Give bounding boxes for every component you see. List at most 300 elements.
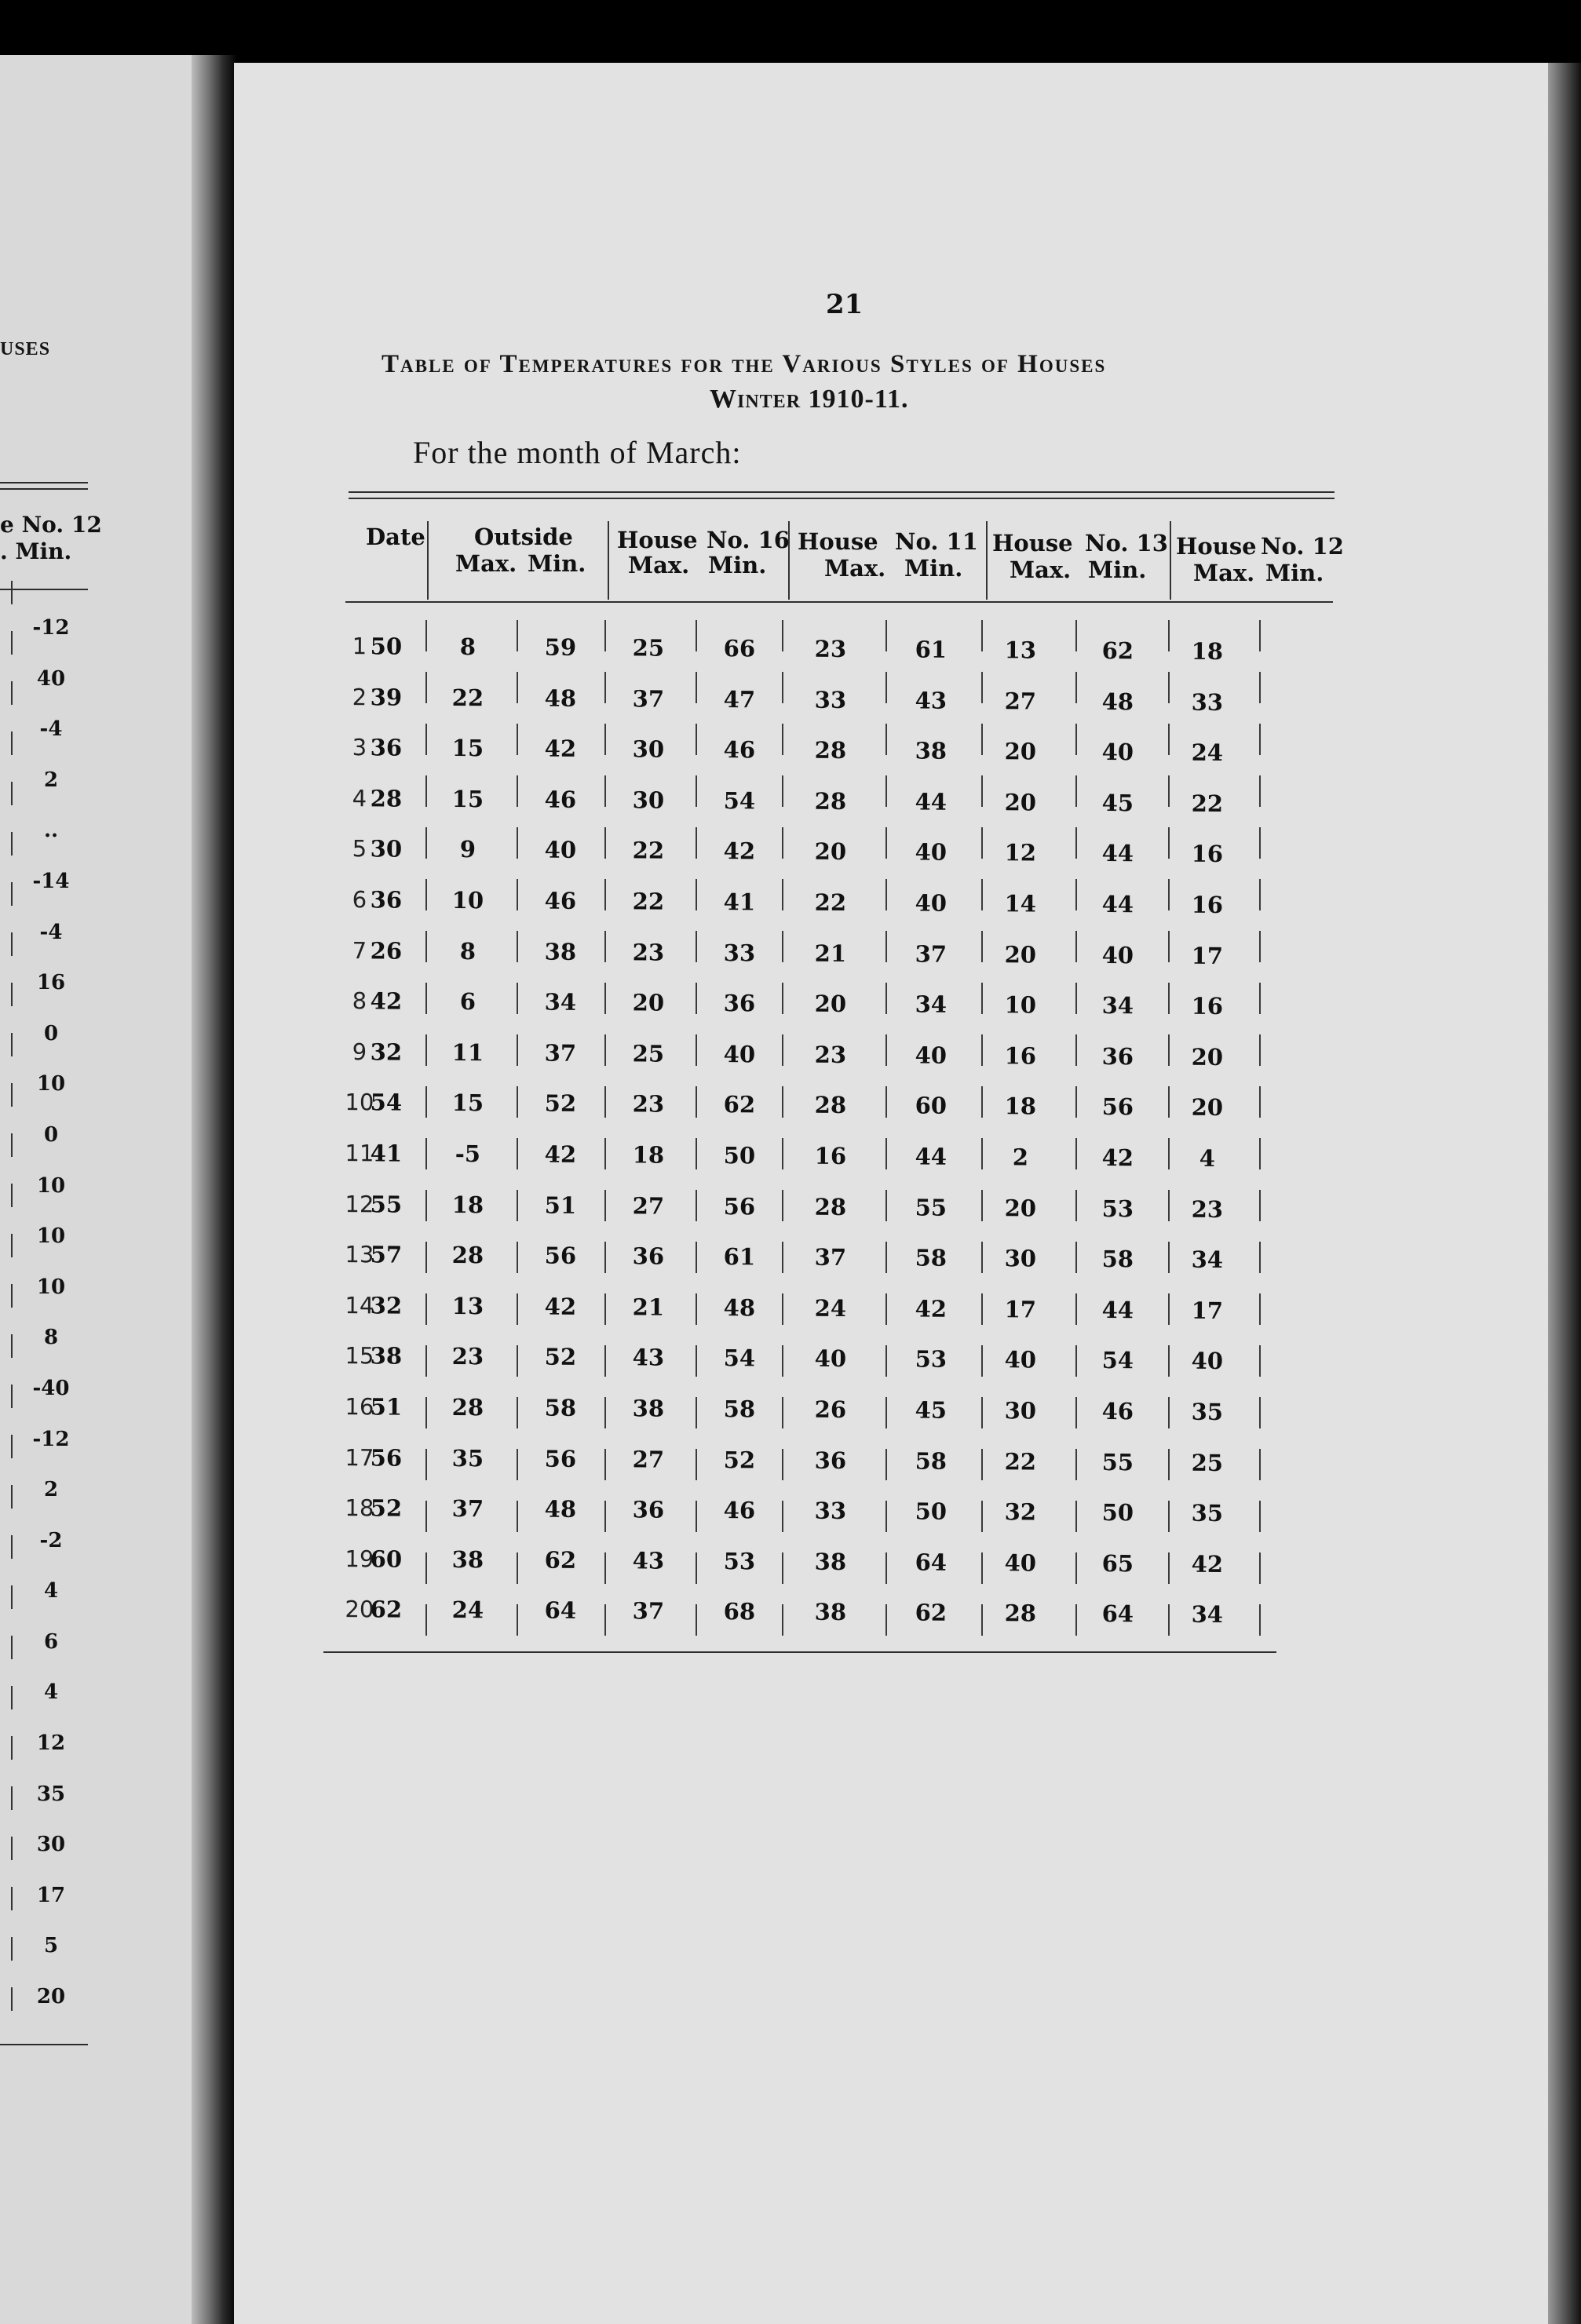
temperature-cell: 18 — [451, 1191, 484, 1218]
temperature-cell: 36 — [370, 734, 403, 761]
temperature-cell: 16 — [1191, 891, 1224, 918]
temperature-cell: 62 — [370, 1596, 403, 1623]
date-cell: 9 — [352, 1038, 367, 1066]
date-cell: 14 — [345, 1291, 374, 1319]
temperature-cell: 62 — [723, 1091, 756, 1118]
table-row — [330, 886, 1350, 943]
previous-page-cell: 5 — [43, 1934, 59, 1958]
temperature-cell: 38 — [451, 1545, 484, 1573]
temperature-cell: 46 — [723, 1497, 756, 1524]
temperature-cell: 18 — [1004, 1093, 1037, 1120]
page-number: 21 — [826, 289, 864, 320]
temperature-cell: 64 — [544, 1597, 577, 1625]
previous-page-column — [16, 616, 86, 2036]
temperature-cell: 16 — [1004, 1042, 1037, 1070]
table-row — [330, 1444, 1350, 1501]
temperature-cell: 15 — [451, 735, 484, 762]
temperature-cell: 33 — [1191, 688, 1224, 716]
previous-page-cell: 30 — [36, 1833, 66, 1857]
temperature-cell: 38 — [814, 1548, 847, 1575]
header-house11-house: House — [798, 528, 878, 555]
temperature-cell: 16 — [1191, 992, 1224, 1020]
header-house16-number: No. 16 — [707, 527, 790, 553]
table-row — [330, 1038, 1350, 1095]
temperature-cell: 10 — [1004, 991, 1037, 1019]
previous-page-rule — [0, 482, 88, 483]
table-row — [330, 1241, 1350, 1297]
date-cell: 16 — [345, 1393, 374, 1421]
temperature-cell: 58 — [915, 1447, 948, 1475]
temperature-cell: 18 — [632, 1141, 665, 1169]
temperature-cell: 22 — [632, 888, 665, 915]
temperature-cell: 46 — [1101, 1398, 1134, 1425]
temperature-cell: 21 — [632, 1293, 665, 1321]
previous-page-cell: 0 — [43, 1021, 59, 1045]
page-edge-shadow — [1548, 63, 1581, 2324]
temperature-cell: 45 — [1101, 789, 1134, 817]
date-cell: 5 — [352, 835, 367, 863]
temperature-cell: 25 — [632, 634, 665, 662]
temperature-cell: 41 — [370, 1140, 403, 1167]
table-row — [330, 1191, 1350, 1247]
temperature-cell: 45 — [915, 1396, 948, 1424]
temperature-cell: 40 — [915, 838, 948, 866]
temperature-cell: 44 — [1101, 891, 1134, 918]
temperature-cell: 25 — [1191, 1449, 1224, 1476]
temperature-cell: 40 — [915, 1042, 948, 1069]
temperature-cell: 34 — [544, 988, 577, 1016]
previous-page-rule — [0, 2044, 88, 2045]
temperature-cell: 33 — [814, 686, 847, 713]
previous-page-rule — [0, 488, 88, 490]
temperature-cell: 44 — [915, 1143, 948, 1170]
table-row — [330, 1545, 1350, 1602]
temperature-cell: 40 — [1191, 1348, 1224, 1375]
table-row — [330, 785, 1350, 841]
temperature-cell: 30 — [1004, 1397, 1037, 1425]
temperature-cell: 37 — [544, 1039, 577, 1067]
temperature-cell: 46 — [723, 736, 756, 764]
previous-page-cell: .. — [43, 819, 59, 843]
header-house12-max: Max. — [1193, 560, 1255, 586]
temperature-cell: 42 — [915, 1295, 948, 1323]
temperature-cell: 34 — [1101, 992, 1134, 1020]
temperature-cell: 23 — [814, 635, 847, 663]
temperature-cell: 13 — [451, 1292, 484, 1319]
temperature-cell: 47 — [723, 685, 756, 713]
temperature-cell: 40 — [723, 1040, 756, 1068]
temperature-cell: 36 — [632, 1242, 665, 1270]
table-row — [330, 937, 1350, 994]
temperature-cell: 42 — [1101, 1144, 1134, 1172]
temperature-cell: 50 — [370, 633, 403, 660]
header-house13-number: No. 13 — [1085, 530, 1168, 556]
table-row — [330, 1596, 1350, 1652]
header-outside-max: Max. — [455, 550, 517, 577]
temperature-cell: 58 — [1101, 1246, 1134, 1273]
header-house16-min: Min. — [708, 552, 767, 578]
temperature-cell: 23 — [632, 1090, 665, 1118]
temperature-cell: 50 — [723, 1142, 756, 1169]
temperature-cell: 60 — [915, 1092, 948, 1120]
previous-page-column-line — [11, 581, 13, 2033]
header-outside-min: Min. — [528, 550, 586, 577]
temperature-cell: 57 — [370, 1241, 403, 1268]
date-cell: 7 — [352, 936, 367, 964]
temperature-cell: 17 — [1191, 942, 1224, 969]
month-caption: For the month of March: — [413, 435, 742, 470]
temperature-cell: 54 — [370, 1089, 403, 1116]
temperature-cell: 17 — [1191, 1297, 1224, 1324]
temperature-cell: 62 — [915, 1599, 948, 1627]
temperature-cell: -5 — [455, 1140, 481, 1168]
date-cell: 10 — [345, 1089, 374, 1116]
temperature-cell: 20 — [814, 990, 847, 1018]
temperature-cell: 61 — [915, 636, 948, 663]
previous-page-cell: 8 — [43, 1326, 59, 1350]
temperature-cell: 30 — [632, 735, 665, 763]
previous-page-cell: 10 — [36, 1224, 66, 1249]
header-separator — [608, 521, 609, 600]
temperature-cell: 16 — [814, 1142, 847, 1170]
temperature-cell: 46 — [544, 786, 577, 813]
temperature-cell: 42 — [1191, 1550, 1224, 1578]
previous-page-cell: 4 — [43, 1579, 59, 1603]
temperature-cell: 20 — [632, 989, 665, 1016]
temperature-cell: 22 — [814, 888, 847, 917]
temperature-cell: 20 — [1191, 1043, 1224, 1071]
temperature-cell: 54 — [723, 786, 756, 815]
date-cell: 2 — [352, 683, 367, 710]
temperature-cell: 40 — [1004, 1346, 1037, 1374]
temperature-cell: 23 — [1191, 1195, 1224, 1223]
header-house12-house: House — [1176, 533, 1257, 560]
temperature-cell: 28 — [370, 785, 403, 812]
temperature-cell: 15 — [451, 1089, 484, 1117]
previous-page-cell: 2 — [43, 1478, 59, 1502]
table-row — [330, 1494, 1350, 1551]
previous-page-title-fragment: USES — [0, 339, 51, 359]
temperature-cell: 36 — [1101, 1042, 1134, 1071]
temperature-cell: 35 — [451, 1444, 484, 1472]
temperature-cell: 26 — [814, 1395, 847, 1424]
temperature-cell: 28 — [814, 736, 847, 764]
temperature-cell: 66 — [723, 635, 756, 662]
temperature-cell: 27 — [632, 1445, 665, 1473]
previous-page-cell: 0 — [43, 1122, 59, 1147]
temperature-cell: 16 — [1191, 841, 1224, 868]
temperature-cell: 6 — [459, 988, 476, 1016]
temperature-cell: 30 — [1004, 1245, 1037, 1272]
temperature-cell: 58 — [915, 1244, 948, 1271]
previous-page-cell: -4 — [39, 920, 63, 944]
previous-page-cell: 17 — [36, 1883, 66, 1907]
temperature-cell: 54 — [1101, 1347, 1134, 1374]
temperature-cell: 12 — [1004, 839, 1037, 866]
temperature-cell: 28 — [451, 1393, 484, 1421]
temperature-cell: 58 — [723, 1395, 756, 1423]
previous-page-rule — [0, 589, 88, 590]
temperature-cell: 59 — [544, 633, 577, 661]
header-house11-min: Min. — [904, 555, 963, 582]
table-top-rule — [349, 491, 1335, 493]
header-house12-number: No. 12 — [1261, 533, 1344, 560]
previous-page-cell: -2 — [39, 1528, 63, 1552]
temperature-cell: 51 — [370, 1393, 403, 1421]
previous-page-cell: 40 — [36, 666, 66, 691]
header-house16-max: Max. — [628, 552, 690, 578]
temperature-cell: 58 — [544, 1394, 577, 1421]
temperature-cell: 46 — [544, 887, 577, 914]
previous-page-cell: -4 — [39, 717, 63, 742]
temperature-cell: 55 — [370, 1190, 403, 1218]
temperature-cell: 42 — [544, 735, 577, 763]
temperature-cell: 27 — [632, 1191, 665, 1220]
previous-page-cell: 2 — [43, 768, 59, 792]
table-row — [330, 633, 1350, 689]
temperature-cell: 38 — [632, 1395, 665, 1422]
temperature-cell: 44 — [915, 788, 948, 815]
temperature-cell: 40 — [544, 837, 577, 864]
table-subtitle-year: Winter 1910-11. — [710, 385, 909, 414]
temperature-cell: 26 — [370, 936, 403, 965]
temperature-cell: 33 — [723, 939, 756, 966]
header-house13-max: Max. — [1010, 556, 1072, 583]
header-house11-number: No. 11 — [895, 528, 978, 555]
temperature-cell: 56 — [544, 1242, 577, 1270]
temperature-cell: 62 — [1101, 637, 1134, 665]
header-separator — [427, 521, 429, 600]
header-house12-min: Min. — [1265, 560, 1324, 586]
temperature-cell: 64 — [1101, 1600, 1134, 1628]
temperature-cell: 17 — [1004, 1296, 1037, 1323]
date-cell: 1 — [352, 633, 367, 660]
temperature-cell: 24 — [1191, 739, 1224, 767]
previous-page-cell: 10 — [36, 1173, 66, 1198]
temperature-cell: 37 — [915, 940, 948, 968]
temperature-cell: 55 — [915, 1194, 948, 1221]
temperature-cell: 40 — [1101, 739, 1134, 766]
date-cell: 13 — [345, 1241, 374, 1268]
temperature-cell: 42 — [544, 1140, 577, 1168]
temperature-cell: 41 — [723, 888, 756, 916]
temperature-cell: 52 — [544, 1344, 577, 1371]
temperature-cell: 18 — [1191, 637, 1224, 665]
previous-page-cell: 20 — [36, 1985, 66, 2009]
date-cell: 20 — [345, 1596, 374, 1623]
temperature-cell: 28 — [1004, 1600, 1037, 1627]
header-house13-min: Min. — [1088, 556, 1147, 583]
temperature-cell: 34 — [915, 991, 948, 1018]
header-house11-max: Max. — [824, 555, 886, 582]
previous-page-cell: 10 — [36, 1275, 66, 1299]
temperature-cell: 20 — [814, 838, 847, 866]
temperature-cell: 20 — [1191, 1094, 1224, 1122]
temperature-cell: 25 — [632, 1040, 665, 1067]
temperature-cell: 42 — [723, 837, 756, 865]
previous-page-cell: -12 — [32, 616, 70, 640]
temperature-cell: 52 — [723, 1446, 756, 1473]
temperature-cell: 8 — [459, 633, 476, 661]
temperature-cell: 22 — [1191, 790, 1224, 817]
temperature-cell: 32 — [370, 1292, 403, 1319]
previous-page-cell: 16 — [36, 971, 66, 995]
temperature-cell: 50 — [1101, 1499, 1134, 1527]
previous-page-cell: -12 — [32, 1427, 70, 1451]
temperature-cell: 38 — [814, 1599, 847, 1626]
date-cell: 17 — [345, 1443, 374, 1471]
header-date: Date — [366, 524, 425, 550]
temperature-cell: 20 — [1004, 789, 1037, 816]
temperature-cell: 34 — [1191, 1601, 1224, 1629]
temperature-cell: 28 — [814, 787, 847, 815]
date-cell: 6 — [352, 886, 367, 914]
temperature-cell: 15 — [451, 785, 484, 812]
table-row — [330, 1393, 1350, 1450]
date-cell: 4 — [352, 784, 367, 812]
temperature-cell: 36 — [632, 1496, 665, 1523]
previous-page-cell: -40 — [32, 1376, 70, 1400]
temperature-cell: 48 — [544, 684, 577, 712]
date-cell: 12 — [345, 1190, 374, 1217]
temperature-cell: 42 — [370, 987, 403, 1015]
header-bottom-rule — [345, 601, 1333, 603]
table-row — [330, 987, 1350, 1044]
temperature-cell: 36 — [370, 886, 403, 914]
previous-page-header-bottom: . Min. — [0, 538, 72, 564]
temperature-cell: 8 — [459, 937, 476, 965]
temperature-cell: 56 — [370, 1443, 403, 1472]
temperature-cell: 56 — [723, 1192, 756, 1220]
temperature-cell: 48 — [723, 1293, 756, 1322]
temperature-cell: 37 — [814, 1243, 847, 1271]
temperature-cell: 60 — [370, 1545, 403, 1573]
header-outside: Outside — [474, 524, 573, 550]
table-row — [330, 684, 1350, 740]
table-row — [330, 1342, 1350, 1399]
temperature-cell: 53 — [723, 1547, 756, 1575]
temperature-cell: 2 — [1012, 1144, 1029, 1171]
header-house13-house: House — [992, 530, 1073, 556]
table-row — [330, 734, 1350, 790]
temperature-cell: 34 — [1191, 1246, 1224, 1274]
temperature-cell: 48 — [1101, 688, 1134, 715]
temperature-cell: 61 — [723, 1243, 756, 1271]
header-house16-house: House — [617, 527, 698, 553]
temperature-cell: 28 — [814, 1193, 847, 1220]
temperature-cell: 38 — [370, 1342, 403, 1370]
temperature-cell: 27 — [1004, 687, 1037, 715]
temperature-cell: 32 — [1004, 1498, 1037, 1526]
temperature-cell: 28 — [814, 1092, 847, 1119]
temperature-cell: 43 — [632, 1344, 665, 1371]
temperature-cell: 11 — [451, 1038, 484, 1066]
temperature-cell: 38 — [544, 938, 577, 965]
table-row — [330, 1292, 1350, 1348]
temperature-cell: 52 — [544, 1090, 577, 1118]
date-cell: 3 — [352, 734, 367, 761]
previous-page-cell: -14 — [32, 869, 70, 893]
temperature-cell: 14 — [1004, 890, 1037, 918]
temperature-cell: 35 — [1191, 1499, 1224, 1527]
temperature-cell: 22 — [632, 837, 665, 864]
temperature-cell: 30 — [370, 835, 403, 863]
temperature-cell: 32 — [370, 1038, 403, 1066]
temperature-cell: 37 — [451, 1495, 484, 1523]
temperature-cell: 43 — [915, 687, 948, 714]
previous-page-cell: 4 — [43, 1680, 59, 1705]
table-row — [330, 1140, 1350, 1196]
temperature-cell: 42 — [544, 1293, 577, 1320]
temperature-cell: 56 — [544, 1445, 577, 1472]
date-cell: 8 — [352, 987, 367, 1015]
temperature-cell: 51 — [544, 1191, 577, 1219]
temperature-cell: 52 — [370, 1494, 403, 1522]
table-top-rule — [349, 498, 1335, 499]
temperature-cell: 40 — [1004, 1549, 1037, 1577]
temperature-cell: 40 — [915, 889, 948, 917]
table-row — [330, 835, 1350, 892]
temperature-cell: 62 — [544, 1546, 577, 1574]
temperature-cell: 33 — [814, 1497, 847, 1525]
date-cell: 15 — [345, 1342, 374, 1370]
temperature-cell: 36 — [723, 990, 756, 1017]
temperature-cell: 30 — [632, 786, 665, 814]
temperature-cell: 64 — [915, 1549, 948, 1576]
previous-page-cell: 6 — [43, 1629, 59, 1654]
temperature-cell: 54 — [723, 1344, 756, 1372]
temperature-cell: 68 — [723, 1598, 756, 1625]
date-cell: 19 — [345, 1545, 374, 1573]
date-cell: 18 — [345, 1494, 374, 1522]
book-gutter-shadow — [192, 55, 237, 2324]
header-separator — [986, 521, 988, 600]
temperature-cell: 35 — [1191, 1398, 1224, 1425]
temperature-cell: 65 — [1101, 1549, 1134, 1578]
previous-page-cell: 10 — [36, 1072, 66, 1096]
temperature-cell: 38 — [915, 737, 948, 764]
temperature-cell: 23 — [632, 938, 665, 966]
temperature-cell: 39 — [370, 683, 403, 711]
temperature-cell: 13 — [1004, 637, 1037, 664]
date-cell: 11 — [345, 1140, 374, 1167]
table-row — [330, 1089, 1350, 1145]
temperature-cell: 20 — [1004, 738, 1037, 765]
temperature-cell: 43 — [632, 1547, 665, 1574]
temperature-cell: 23 — [814, 1041, 847, 1068]
temperature-cell: 24 — [814, 1294, 847, 1322]
table-bottom-rule — [323, 1651, 1276, 1653]
temperature-cell: 48 — [544, 1495, 577, 1523]
temperature-cell: 44 — [1101, 840, 1134, 867]
temperature-cell: 36 — [814, 1447, 847, 1474]
previous-page-cell: 12 — [36, 1731, 66, 1756]
temperature-cell: 44 — [1101, 1296, 1134, 1324]
temperature-cell: 23 — [451, 1343, 484, 1370]
table-title: Table of Temperatures for the Various Styles of Houses — [382, 350, 1107, 378]
header-separator — [1170, 521, 1171, 600]
temperature-cell: 24 — [451, 1596, 484, 1624]
temperature-cell: 56 — [1101, 1093, 1134, 1121]
previous-page-cell: 35 — [36, 1782, 66, 1806]
temperature-cell: 40 — [814, 1345, 847, 1373]
temperature-cell: 4 — [1199, 1144, 1216, 1172]
temperature-cell: 37 — [632, 1597, 665, 1625]
temperature-cell: 10 — [451, 886, 484, 914]
temperature-cell: 22 — [1004, 1447, 1037, 1476]
previous-page-header-top: e No. 12 — [0, 512, 102, 538]
temperature-cell: 20 — [1004, 940, 1037, 969]
